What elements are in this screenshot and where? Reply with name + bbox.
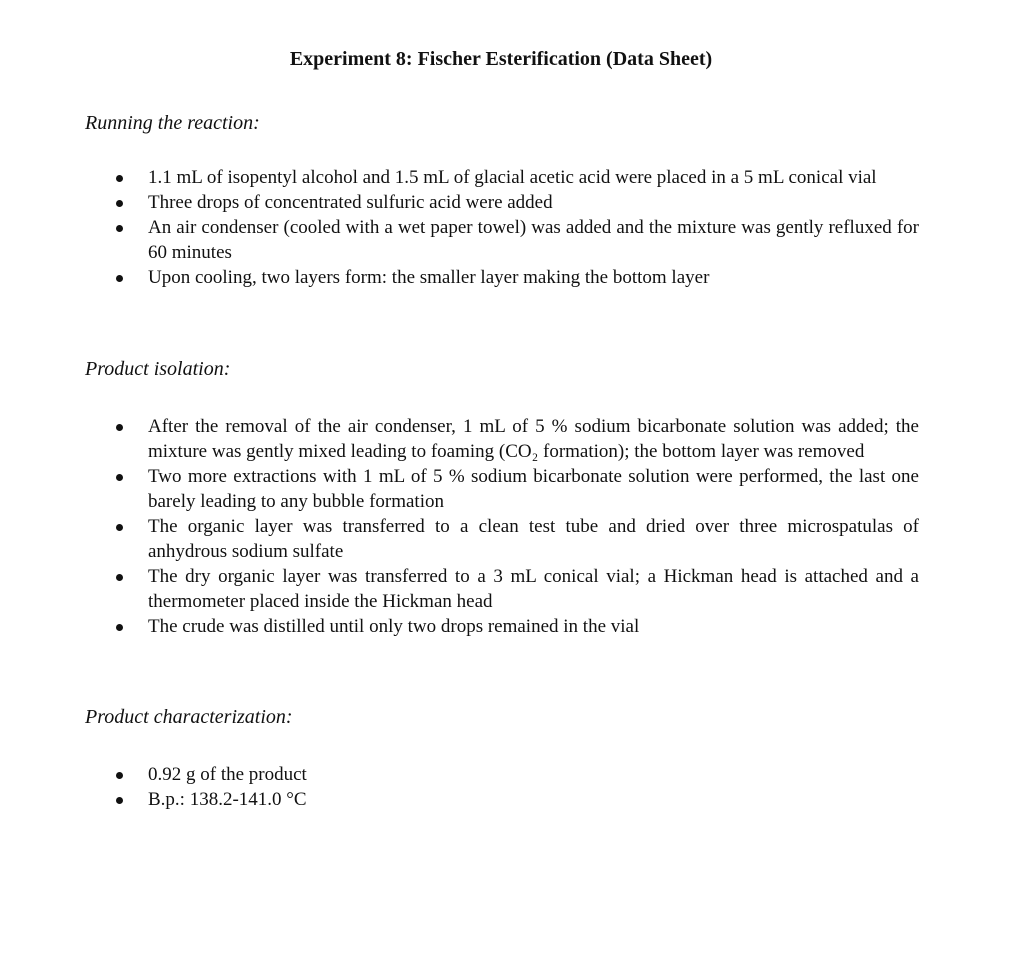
list-item xyxy=(85,514,919,564)
bullet-icon xyxy=(116,474,123,481)
list-item-text: After the removal of the air condenser, 1 mL of 5 % sodium bicarbonate solution was added; the mixture was gently mixed leading to foaming (CO₂ formation); the bottom layer was removed xyxy=(148,416,919,462)
list-item xyxy=(85,414,919,464)
bullet-list xyxy=(85,762,919,812)
bullet-icon xyxy=(116,574,123,581)
list-item xyxy=(85,190,919,215)
list-item-text: Upon cooling, two layers form: the smaller layer making the bottom layer xyxy=(148,267,710,288)
list-item xyxy=(85,215,919,265)
list-item xyxy=(85,614,919,639)
list-item-text: The dry organic layer was transferred to a 3 mL conical vial; a Hickman head is attached and a thermometer placed inside the Hickman head xyxy=(148,566,919,612)
bullet-icon xyxy=(116,225,123,232)
bullet-list xyxy=(85,414,919,639)
bullet-icon xyxy=(116,275,123,282)
bullet-icon xyxy=(116,524,123,531)
section-product-characterization xyxy=(85,706,919,812)
list-item xyxy=(85,787,919,812)
list-item-text: Three drops of concentrated sulfuric acid were added xyxy=(148,192,553,213)
bullet-icon xyxy=(116,424,123,431)
bullet-icon xyxy=(116,175,123,182)
section-running-reaction xyxy=(85,112,919,290)
list-item-text: 1.1 mL of isopentyl alcohol and 1.5 mL of glacial acetic acid were placed in a 5 mL conical vial xyxy=(148,167,877,188)
list-item xyxy=(85,464,919,514)
bullet-list xyxy=(85,165,919,290)
section-heading: Product isolation: xyxy=(85,358,231,380)
list-item-text: B.p.: 138.2-141.0 °C xyxy=(148,789,307,810)
section-heading: Product characterization: xyxy=(85,706,293,728)
section-product-isolation xyxy=(85,358,919,639)
bullet-icon xyxy=(116,200,123,207)
bullet-icon xyxy=(116,772,123,779)
bullet-icon xyxy=(116,624,123,631)
page-title: Experiment 8: Fischer Esterification (Data Sheet) xyxy=(289,48,713,70)
list-item-text: An air condenser (cooled with a wet paper towel) was added and the mixture was gently refluxed for 60 minutes xyxy=(148,217,919,263)
list-item xyxy=(85,265,919,290)
list-item-text: Two more extractions with 1 mL of 5 % sodium bicarbonate solution were performed, the last one barely leading to any bubble formation xyxy=(148,466,919,512)
list-item-text: The crude was distilled until only two drops remained in the vial xyxy=(148,616,640,637)
bullet-icon xyxy=(116,797,123,804)
list-item-text: The organic layer was transferred to a clean test tube and dried over three microspatulas of anhydrous sodium sulfate xyxy=(148,516,919,562)
list-item xyxy=(85,762,919,787)
list-item-text: 0.92 g of the product xyxy=(148,764,307,785)
list-item xyxy=(85,165,919,190)
section-heading: Running the reaction: xyxy=(85,112,260,134)
list-item xyxy=(85,564,919,614)
